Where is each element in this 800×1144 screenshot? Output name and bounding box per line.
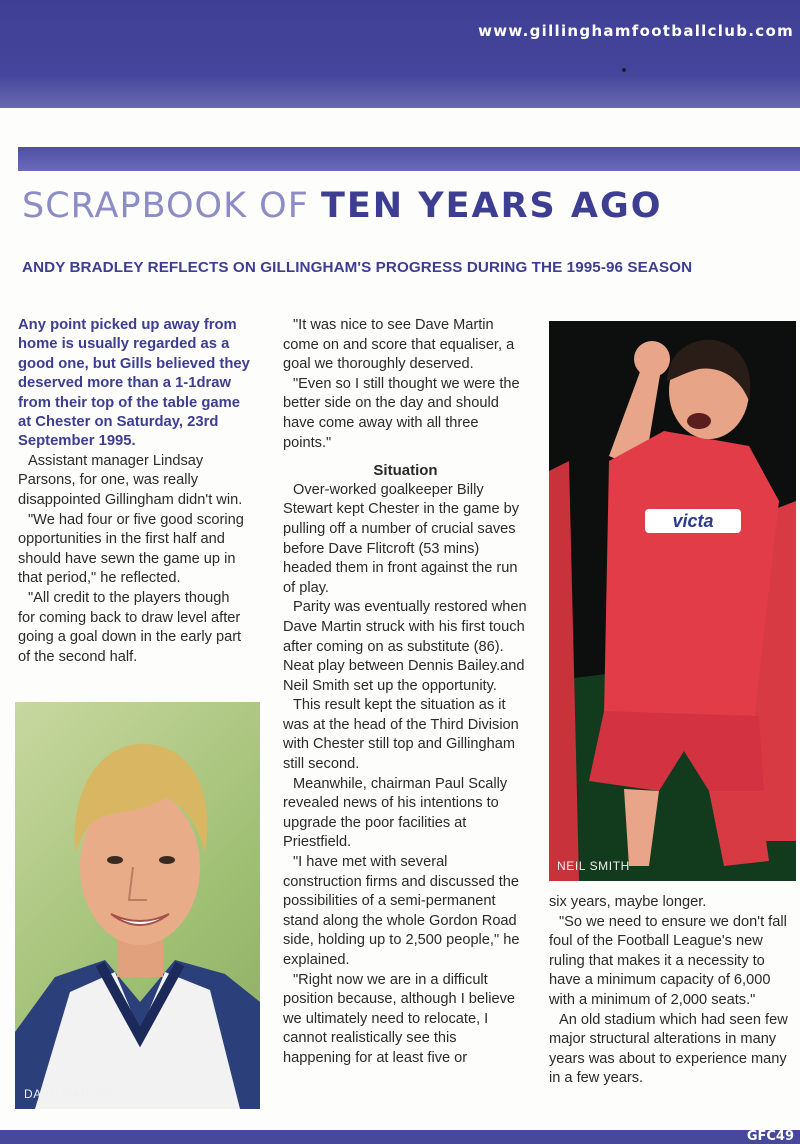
- body-paragraph: "We had four or five good scoring opportunities in the first half and should have sewn the game up in that period," he reflected.: [18, 511, 244, 587]
- neil-smith-celebration: [549, 321, 796, 881]
- footer-band: [0, 1130, 800, 1144]
- body-paragraph: An old stadium which had seen few major structural alterations in many years was about to experience many in a few years.: [549, 1011, 788, 1087]
- header-dot: [622, 68, 626, 72]
- section-rule-bar: [18, 147, 800, 171]
- body-paragraph: This result kept the situation as it was at the head of the Third Division with Chester still top and Gillingham still second.: [283, 697, 519, 773]
- shirt-sponsor-text: victa: [672, 511, 714, 531]
- body-paragraph: six years, maybe longer.: [549, 894, 707, 910]
- body-paragraph: "All credit to the players though for coming back to draw level after going a goal down in the early part of the second half.: [18, 590, 242, 665]
- body-paragraph: "Even so I still thought we were the better side on the day and should have come away with all three points.": [283, 375, 520, 451]
- dave-martin-portrait: [15, 702, 260, 1109]
- title-light: SCRAPBOOK OF: [22, 186, 321, 226]
- neil-smith-photo: [549, 321, 796, 881]
- header-band: [0, 0, 800, 108]
- page-number: GFC49: [746, 1129, 794, 1144]
- column-3: [549, 893, 793, 1089]
- article-title: [22, 186, 663, 226]
- column-1: [18, 316, 250, 667]
- article-subtitle: ANDY BRADLEY REFLECTS ON GILLINGHAM'S PROGRESS DURING THE 1995-96 SEASON: [22, 259, 693, 276]
- body-paragraph: Meanwhile, chairman Paul Scally revealed news of his intentions to upgrade the poor facilities at Priestfield.: [283, 775, 508, 851]
- dave-martin-photo: [15, 702, 260, 1109]
- body-paragraph: "I have met with several construction firms and discussed the possibilities of a semi-permanent stand along the whole Gordon Road side, holding up to 2,500 people," he explained.: [283, 854, 520, 968]
- section-heading: Situation: [373, 462, 438, 480]
- title-bold: TEN YEARS AGO: [320, 186, 663, 226]
- site-url[interactable]: www.gillinghamfootballclub.com: [478, 22, 794, 40]
- photo-caption: NEIL SMITH: [557, 859, 630, 873]
- column-2: [283, 316, 528, 1069]
- intro-paragraph: Any point picked up away from home is usually regarded as a good one, but Gills believed they deserved more than a 1-1draw from their top of the table game at Chester on Saturday, 23rd September 1995.: [18, 317, 250, 450]
- body-paragraph: Parity was eventually restored when Dave Martin struck with his first touch after coming on as substitute (86). Neat play between Dennis Bailey.and Neil Smith set up the opportunity.: [283, 599, 527, 694]
- body-paragraph: "It was nice to see Dave Martin come on and score that equaliser, a goal we thoroughly deserved.: [283, 317, 515, 373]
- body-paragraph: "Right now we are in a difficult position because, although I believe we ultimately need to relocate, I cannot realistically see this happening for at least five or: [283, 971, 516, 1066]
- photo-caption: DAVE MARTIN: [24, 1087, 112, 1101]
- body-paragraph: Assistant manager Lindsay Parsons, for one, was really disappointed Gillingham didn't win.: [18, 452, 243, 509]
- body-paragraph: "So we need to ensure we don't fall foul of the Football League's new ruling that makes it a necessity to have a minimum capacity of 6,000 with a minimum of 2,000 seats.": [549, 913, 787, 1008]
- body-paragraph: Over-worked goalkeeper Billy Stewart kept Chester in the game by pulling off a number of crucial saves before Dave Flitcroft (53 mins) headed them in front against the run of play.: [283, 481, 520, 596]
